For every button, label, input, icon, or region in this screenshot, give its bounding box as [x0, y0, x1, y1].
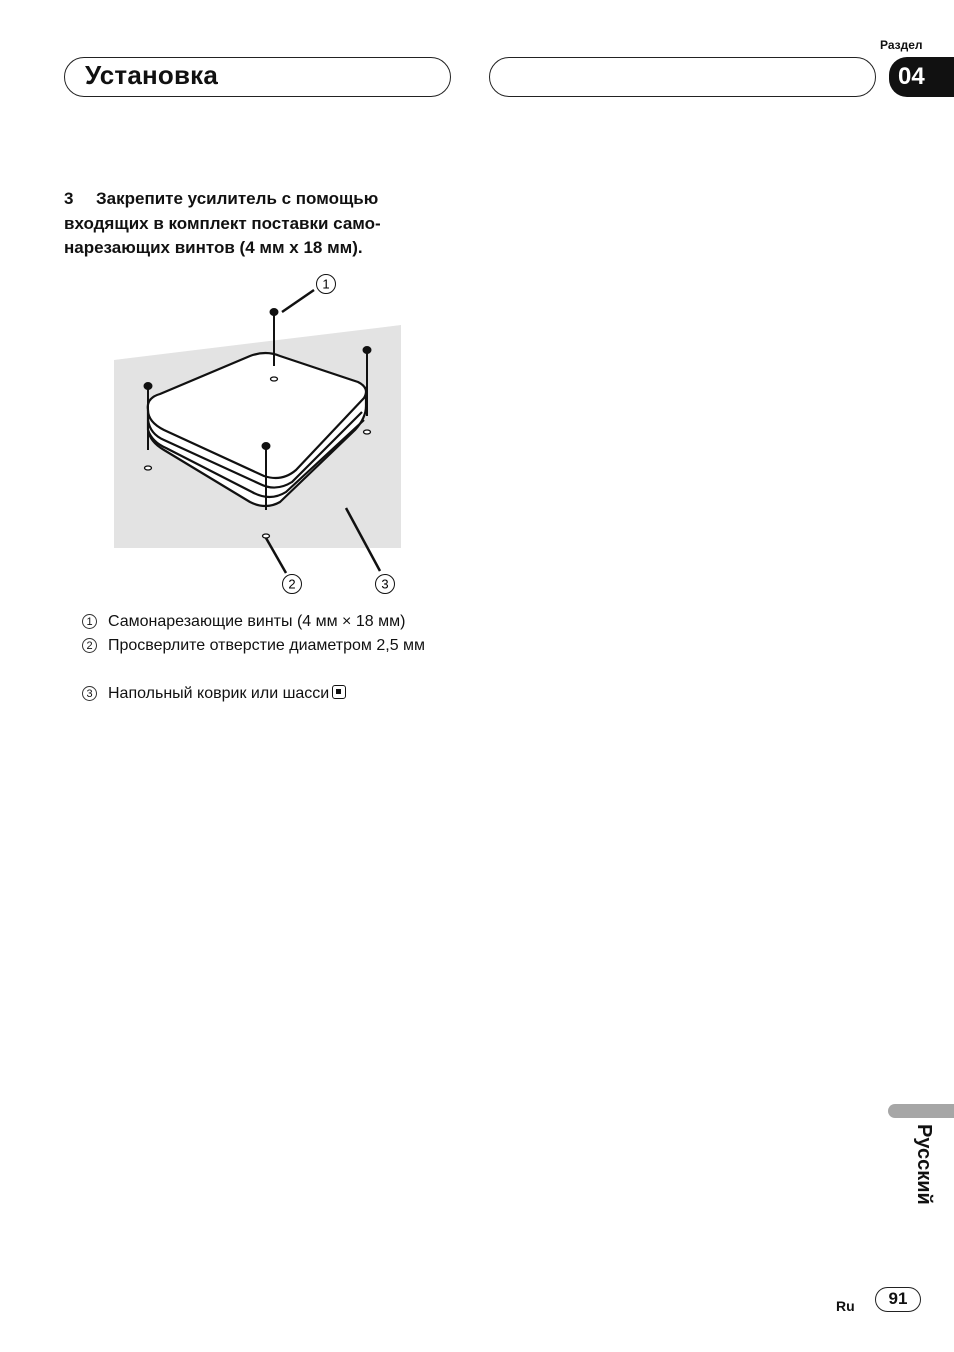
- legend-item: [82, 610, 448, 634]
- legend-text: Просверлите отверстие диаметром 2,5 мм: [108, 637, 426, 654]
- legend-number: 1: [82, 614, 97, 629]
- amplifier-mounting-illustration: [100, 270, 410, 600]
- section-label: Раздел: [880, 38, 923, 52]
- legend-item: [82, 634, 438, 658]
- step-text: Закрепите усилитель с помощью входящих в комплект поставки само-нарезающих винтов (4 мм x 18 мм).: [64, 189, 381, 257]
- end-mark-icon: [332, 685, 346, 699]
- callout-2: [283, 575, 302, 594]
- legend-text: Напольный коврик или шасси: [108, 685, 330, 702]
- callout-1-label: 1: [322, 276, 330, 292]
- legend-number: 3: [82, 686, 97, 701]
- callout-3: [376, 575, 395, 594]
- callout-3-label: 3: [381, 576, 389, 592]
- language-tab: [888, 1104, 954, 1118]
- legend-text: Самонарезающие винты (4 мм × 18 мм): [108, 613, 406, 630]
- page-title: Установка: [85, 60, 219, 90]
- legend-item: [82, 682, 448, 706]
- callout-1: [317, 275, 336, 294]
- step-number: 3: [64, 189, 74, 208]
- legend-number: 2: [82, 638, 97, 653]
- callout-2-label: 2: [288, 576, 296, 592]
- section-number-badge: 04: [889, 57, 954, 97]
- legend-text-wrap: [108, 682, 448, 706]
- page-number: 91: [875, 1287, 921, 1312]
- step-heading: [64, 187, 444, 261]
- footer-language-code: Ru: [836, 1298, 855, 1314]
- language-label: Русский: [913, 1124, 935, 1205]
- header-title-pill: [64, 57, 451, 97]
- header-blank-pill: [489, 57, 876, 97]
